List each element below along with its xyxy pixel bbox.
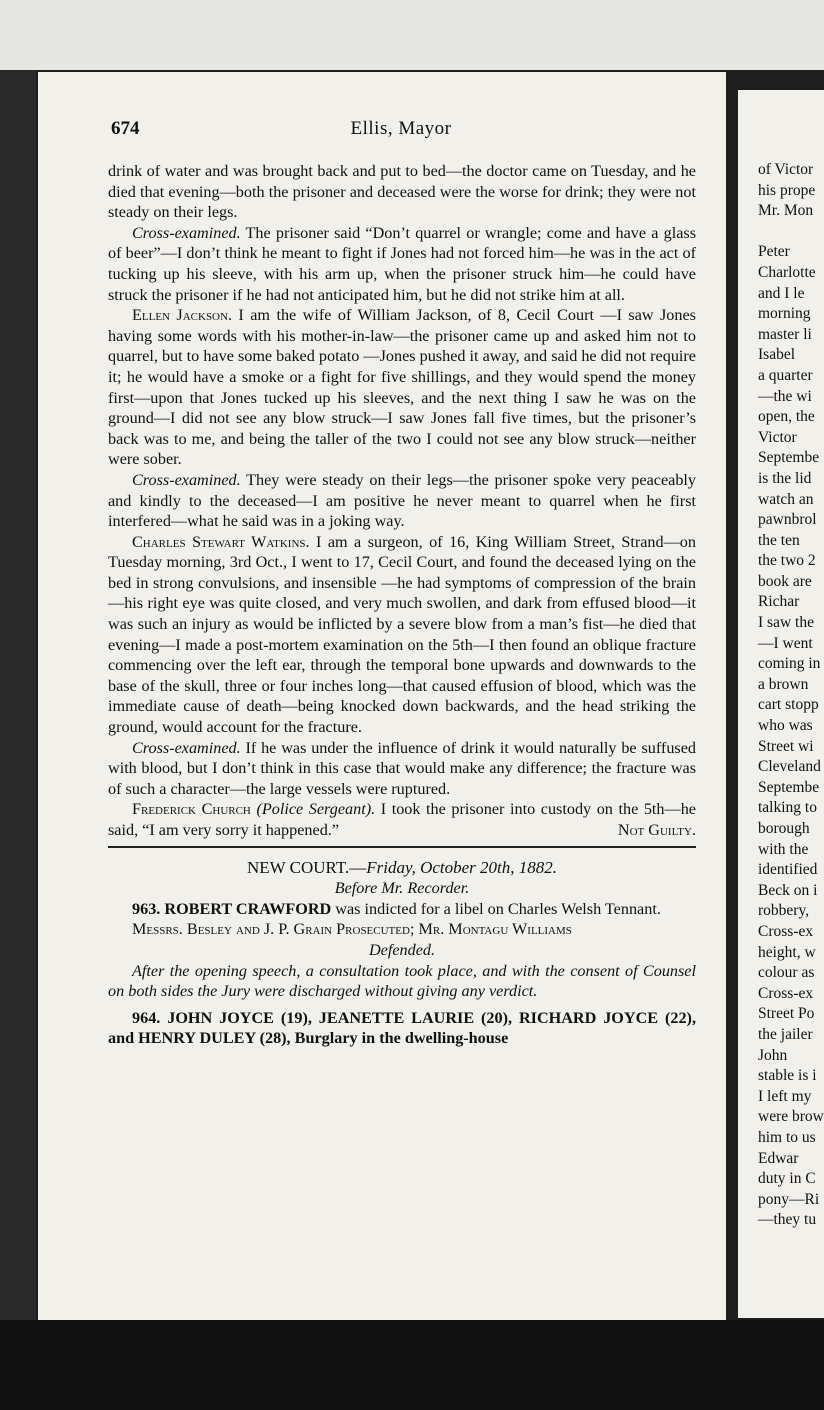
- right-page-line: Septembe: [758, 449, 820, 467]
- case-963-note: After the opening speech, a consultation took place, and with the consent of Counsel on both sides the Jury were discharged without giving any verdict.: [108, 961, 696, 1001]
- verdict: Not Guilty.: [617, 821, 696, 839]
- right-page-line: Peter: [758, 243, 790, 261]
- right-page-line: him to us: [758, 1128, 816, 1146]
- right-page-line: his prope: [758, 181, 816, 199]
- right-page-line: Mr. Mon: [758, 202, 814, 220]
- right-page-line: I saw the: [758, 614, 814, 632]
- before-judge: Before Mr. Recorder.: [334, 879, 470, 898]
- scan-bottom-edge: [0, 1320, 824, 1410]
- right-page-line: with the: [758, 840, 809, 858]
- right-page-line: pony—Ri: [758, 1190, 820, 1208]
- page-body: [108, 161, 696, 1049]
- right-page-line: Victor: [758, 428, 797, 446]
- right-page-line: master li: [758, 325, 812, 343]
- page-header: [111, 118, 691, 142]
- right-page-line: of Victor: [758, 161, 814, 178]
- right-page-line: duty in C: [758, 1170, 816, 1188]
- defended-label: Defended.: [368, 940, 436, 959]
- right-page-line: talking to: [758, 799, 817, 817]
- running-head: Ellis, Mayor: [350, 118, 452, 139]
- right-page-line: and I le: [758, 284, 805, 302]
- right-page-lines: [758, 160, 824, 1231]
- right-page-line: John: [758, 1046, 788, 1064]
- right-page-line: Beck on i: [758, 881, 818, 899]
- right-page-line: robbery,: [758, 902, 810, 920]
- right-page-line: —I went: [758, 634, 813, 652]
- right-page-line: watch an: [758, 490, 814, 508]
- scan-top-margin: [0, 0, 824, 70]
- right-page-line: identified: [758, 861, 818, 879]
- right-page-line: Cross-ex: [758, 922, 814, 940]
- right-page-line: who was: [758, 717, 813, 735]
- section-rule: [108, 846, 696, 848]
- right-page-line: is the lid: [758, 469, 812, 487]
- right-page-line: Cleveland: [758, 758, 821, 776]
- right-page-line: —they tu: [758, 1211, 817, 1229]
- right-page-line: open, the: [758, 408, 815, 426]
- cross-examination-2: Cross-examined. They were steady on their legs—the prisoner spoke very peaceably and kindly to the deceased—I am positive he never meant to quarrel when he first interfered—what he said was in a joking way.: [108, 470, 696, 531]
- right-page-line: the jailer: [758, 1025, 813, 1043]
- right-page-line: borough: [758, 820, 810, 837]
- right-page-line: were brow: [758, 1108, 824, 1126]
- cross-examination-3: Cross-examined. If he was under the influence of drink it would naturally be suffused with blood, but I don’t think in this case that would make any difference; the fracture was of such a character—the large vessels were ruptured.: [108, 738, 696, 798]
- case-963: 963. ROBERT CRAWFORD was indicted for a libel on Charles Welsh Tennant.: [132, 899, 661, 918]
- right-page-line: the two 2: [758, 552, 816, 570]
- right-page-line: [758, 222, 824, 243]
- testimony-ellen-jackson: Ellen Jackson. I am the wife of William Jackson, of 8, Cecil Court —I saw Jones having some words with his mother-in-law—the prisoner came up and asked him not to quarrel, but to have some baked potato —Jones pushed it away, and said he did not require it; he would have a smoke or a fight for five shillings, and they would spend the money first—upon that Jones tucked up his sleeves, and the next thing I saw he was on the ground—I did not see any blow struck—I saw Jones fall five times, but the prisoner’s back was to me, and being the taller of the two I could not see any blow struck—neither were sober.: [108, 306, 696, 469]
- right-page-line: pawnbrol: [758, 511, 817, 529]
- right-page-line: I left my: [758, 1087, 812, 1105]
- right-page-line: stable is i: [758, 1067, 817, 1085]
- right-page-line: colour as: [758, 964, 815, 982]
- right-page-line: book are: [758, 572, 812, 590]
- right-page-fragment: [738, 90, 824, 1318]
- right-page-line: Isabel: [758, 346, 796, 364]
- case-964: 964. JOHN JOYCE (19), JEANETTE LAURIE (20), RICHARD JOYCE (22), and HENRY DULEY (28), Burglary in the dwelling-house: [108, 1008, 696, 1048]
- right-page-line: Charlotte: [758, 263, 816, 281]
- page-number: 674: [111, 118, 140, 139]
- testimony-continuation: drink of water and was brought back and put to bed—the doctor came on Tuesday, and he died that evening—both the prisoner and deceased were the worse for drink; they were not steady on their legs.: [108, 162, 696, 222]
- right-page-line: Street Po: [758, 1005, 815, 1023]
- right-page-line: Street wi: [758, 737, 814, 755]
- left-page: [38, 72, 726, 1320]
- right-page-line: morning: [758, 305, 811, 323]
- right-page-line: —the wi: [758, 387, 812, 405]
- testimony-frederick-church: Frederick Church (Police Sergeant). I took the prisoner into custody on the 5th—he said, “I am very sorry it happened.” Not Guilty.: [108, 800, 696, 839]
- book-spine-shadow: [0, 70, 36, 1320]
- right-page-line: coming in: [758, 655, 821, 673]
- right-page-line: a quarter: [758, 366, 813, 384]
- right-page-line: Septembe: [758, 778, 820, 796]
- right-page-line: a brown: [758, 675, 809, 693]
- right-page-line: the ten: [758, 531, 800, 549]
- counsel-line: Messrs. Besley and J. P. Grain Prosecuted; Mr. Montagu Williams: [132, 920, 572, 939]
- right-page-line: cart stopp: [758, 696, 819, 714]
- right-page-line: Cross-ex: [758, 984, 814, 1002]
- testimony-charles-watkins: Charles Stewart Watkins. I am a surgeon, of 16, King William Street, Strand—on Tuesday morning, 3rd Oct., I went to 17, Cecil Court, and found the deceased lying on the bed in strong convulsions, and insensible —he had symptoms of compression of the brain—his right eye was quite closed, and very much swollen, and dark from effused blood—it was such an injury as would be inflicted by a severe blow from a man’s fist—he died that evening—I made a post-mortem examination on the 5th—I then found an oblique fracture commencing over the left ear, through the temporal bone upwards and downwards to the base of the skull, three or four inches long—that caused effusion of blood, which was the immediate cause of death—being knocked down backwards, and the head striking the ground, would account for the fracture.: [108, 532, 696, 737]
- right-page-line: Edwar: [758, 1149, 799, 1167]
- right-page-line: Richar: [758, 593, 800, 611]
- right-page-line: height, w: [758, 943, 816, 961]
- court-heading: NEW COURT.—Friday, October 20th, 1882.: [247, 857, 557, 877]
- cross-examination-1: Cross-examined. The prisoner said “Don’t quarrel or wrangle; come and have a glass of beer”—I don’t think he meant to fight if Jones had not forced him—he was in the act of tucking up his sleeve, with his arm up, when the prisoner struck him—he could have struck the prisoner if he had not anticipated him, but he did not strike him at all.: [108, 223, 696, 304]
